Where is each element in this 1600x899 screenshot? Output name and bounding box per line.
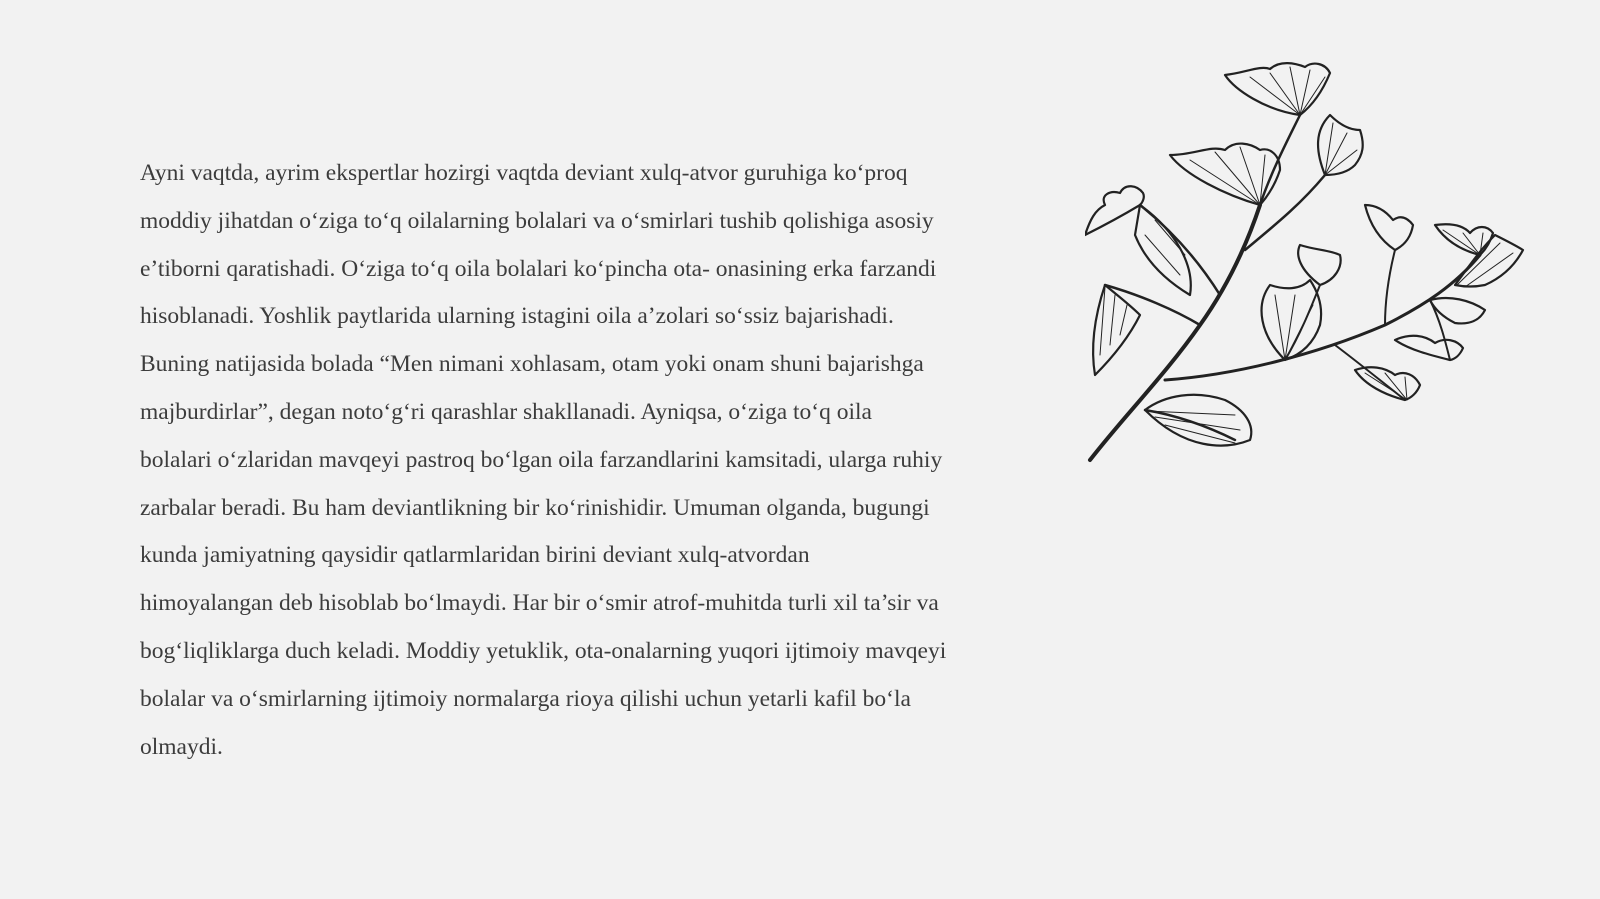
paragraph-line: bog‘liqliklarga duch keladi. Moddiy yetuklik, ota-onalarning yuqori ijtimoiy mavqeyi xyxy=(140,637,947,664)
paragraph-line: e’tiborni qaratishadi. O‘ziga to‘q oila bolalari ko‘pincha ota- onasining erka farzandi xyxy=(140,255,937,282)
paragraph-line: kunda jamiyatning qaysidir qatlarmlaridan birini deviant xulq-atvordan xyxy=(140,542,810,569)
paragraph-line: majburdirlar”, degan noto‘g‘ri qarashlar shakllanadi. Ayniqsa, o‘ziga to‘q oila xyxy=(140,398,872,425)
paragraph-line: bolalari o‘zlaridan mavqeyi pastroq bo‘lgan oila farzandlarini kamsitadi, ularga ruhiy xyxy=(140,446,943,473)
paragraph-line: bolalar va o‘smirlarning ijtimoiy normalarga rioya qilishi uchun yetarli kafil bo‘la xyxy=(140,685,911,712)
paragraph-line: olmaydi. xyxy=(140,733,223,760)
paragraph-line: moddiy jihatdan o‘ziga to‘q oilalarning bolalari va o‘smirlari tushib qolishiga asosiy xyxy=(140,207,934,234)
ginkgo-leaf-branch-icon xyxy=(1085,55,1525,485)
paragraph-line: himoyalangan deb hisoblab bo‘lmaydi. Har bir o‘smir atrof-muhitda turli xil ta’sir va xyxy=(140,590,939,617)
paragraph-line: Ayni vaqtda, ayrim ekspertlar hozirgi vaqtda deviant xulq-atvor guruhiga ko‘proq xyxy=(140,160,908,186)
paragraph-line: Buning natijasida bolada “Men nimani xohlasam, otam yoki onam shuni bajarishga xyxy=(140,351,924,378)
paragraph-line: hisoblanadi. Yoshlik paytlarida ularning istagini oila a’zolari so‘ssiz bajarishadi. xyxy=(140,303,894,330)
body-paragraph xyxy=(140,150,1060,771)
paragraph-line: zarbalar beradi. Bu ham deviantlikning bir ko‘rinishidir. Umuman olganda, bugungi xyxy=(140,494,930,521)
